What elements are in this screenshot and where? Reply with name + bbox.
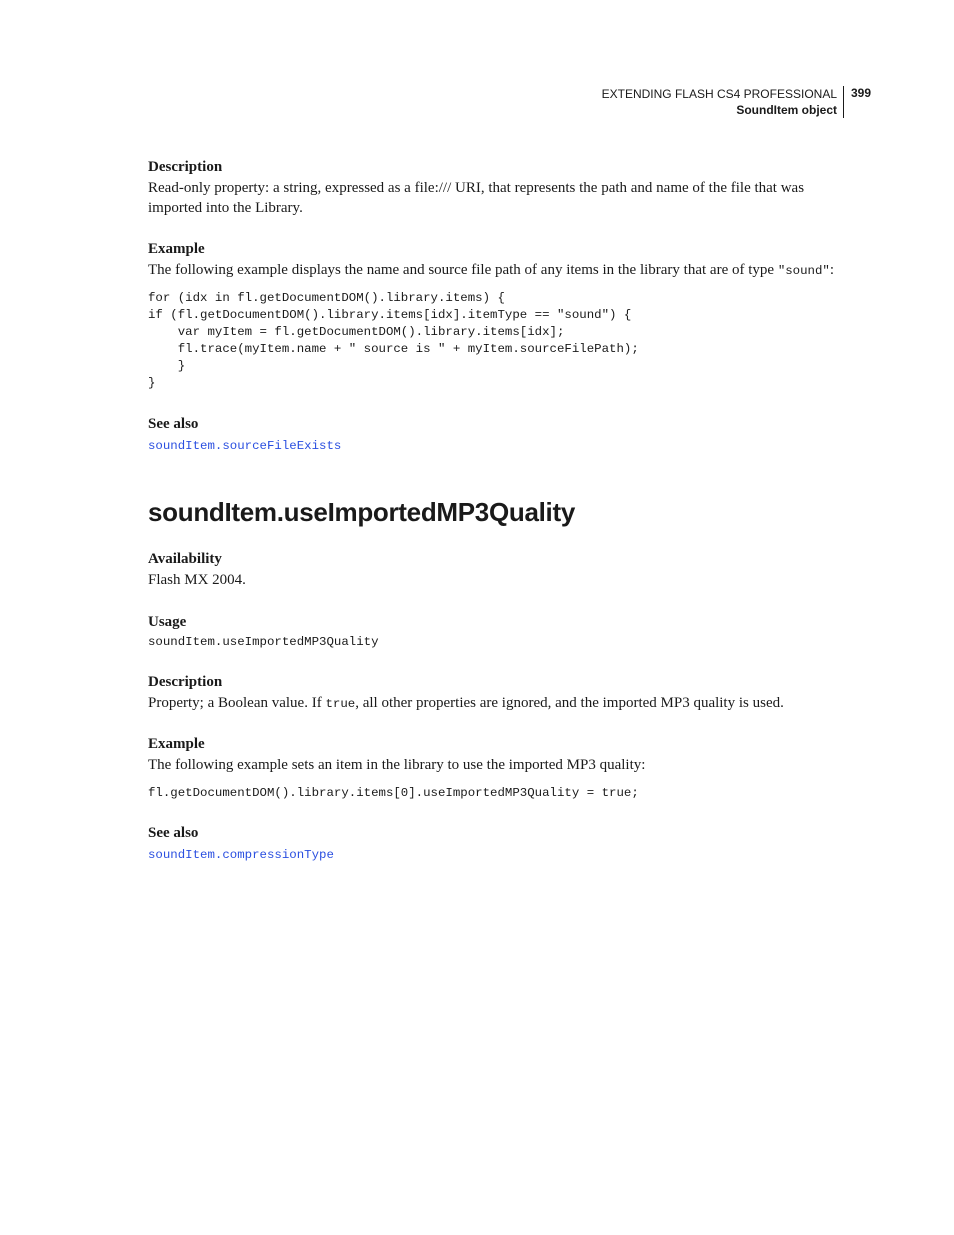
description-inline-code: true <box>325 697 356 711</box>
availability-text: Flash MX 2004. <box>148 572 246 588</box>
example-text-2: The following example sets an item in the library to use the imported MP3 quality: <box>148 757 646 773</box>
page-number: 399 <box>851 86 872 100</box>
source-file-exists-link[interactable]: soundItem.sourceFileExists <box>148 439 342 453</box>
example-code-2: fl.getDocumentDOM().library.items[0].useImportedMP3Quality = true; <box>148 786 639 800</box>
description-before: Property; a Boolean value. If <box>148 695 326 711</box>
usage-heading: Usage <box>148 614 187 630</box>
section-name: SoundItem object <box>736 103 837 117</box>
example-text <box>148 260 848 281</box>
see-also-heading: See also <box>148 416 199 432</box>
description-heading-2: Description <box>148 674 223 690</box>
document-title: EXTENDING FLASH CS4 PROFESSIONAL <box>601 87 837 101</box>
example-text-after: : <box>829 262 835 278</box>
example-inline-code: "sound" <box>777 264 830 278</box>
section-title: soundItem.useImportedMP3Quality <box>148 497 575 527</box>
availability-heading: Availability <box>148 551 222 567</box>
usage-code: soundItem.useImportedMP3Quality <box>148 635 379 649</box>
example-heading-2: Example <box>148 736 205 752</box>
description-after: , all other properties are ignored, and the imported MP3 quality is used. <box>355 695 784 711</box>
description-text-2 <box>148 693 848 714</box>
example-heading: Example <box>148 241 205 257</box>
example-code-block: for (idx in fl.getDocumentDOM().library.items) { if (fl.getDocumentDOM().library.items[idx].itemType == "sound") { var myItem = fl.getDocumentDOM().library.items[idx]; fl.trace(myItem.name + " source is " + myItem.sourceFilePath); } } <box>148 291 639 390</box>
description-heading: Description <box>148 159 223 175</box>
see-also-heading-2: See also <box>148 825 199 841</box>
running-header <box>602 86 844 118</box>
example-text-before: The following example displays the name and source file path of any items in the library that are of type <box>148 262 778 278</box>
compression-type-link[interactable]: soundItem.compressionType <box>148 848 334 862</box>
description-text: Read-only property: a string, expressed as a file:/// URI, that represents the path and name of the file that was imported into the Library. <box>148 180 805 216</box>
